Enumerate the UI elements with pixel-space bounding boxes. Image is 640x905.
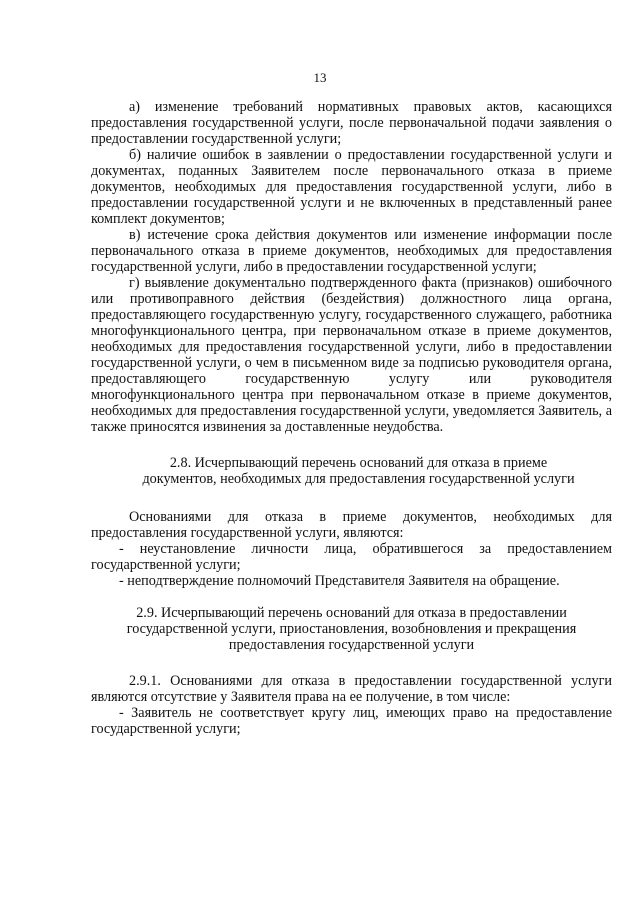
document-body bbox=[91, 99, 612, 737]
section-2-9-1-item-1: - Заявитель не соответствует кругу лиц, имеющих право на предоставление государственной услуги; bbox=[91, 705, 612, 737]
paragraph-a: а) изменение требований нормативных правовых актов, касающихся предоставления государственной услуги, после первоначальной подачи заявления о предоставлении государственной услуги; bbox=[91, 99, 612, 147]
section-2-9-heading-line-2: государственной услуги, приостановления, возобновления и прекращения bbox=[126, 621, 577, 637]
section-2-8-intro: Основаниями для отказа в приеме документов, необходимых для предоставления государственной услуги, являются: bbox=[91, 509, 612, 541]
section-2-9-heading-line-3: предоставления государственной услуги bbox=[228, 637, 475, 653]
paragraph-b: б) наличие ошибок в заявлении о предоставлении государственной услуги и документах, поданных Заявителем после первоначального отказа в приеме документов, необходимых для предоставления государственной услуги, либо в предоставлении государственной услуги и не включенных в представленный ранее комплект документов; bbox=[91, 147, 612, 227]
paragraph-c: в) истечение срока действия документов или изменение информации после первоначального отказа в приеме документов, необходимых для предоставления государственной услуги, либо в предоставлении государственной услуги; bbox=[91, 227, 612, 275]
section-2-9-heading bbox=[91, 605, 612, 653]
section-2-9-heading-line-1: 2.9. Исчерпывающий перечень оснований для отказа в предоставлении bbox=[136, 605, 567, 621]
section-2-8-heading-line-1: 2.8. Исчерпывающий перечень оснований для отказа в приеме bbox=[169, 455, 548, 471]
section-2-8-item-2: - неподтверждение полномочий Представителя Заявителя на обращение. bbox=[119, 573, 560, 589]
page-number: 13 bbox=[313, 70, 327, 85]
section-2-8-item-1: - неустановление личности лица, обратившегося за предоставлением государственной услуги; bbox=[91, 541, 612, 573]
paragraph-d: г) выявление документально подтвержденного факта (признаков) ошибочного или противоправного действия (бездействия) должностного лица органа, предоставляющего государственную услугу, государственного служащего, работника многофункционального центра, при первоначальном отказе в приеме документов, необходимых для предоставления государственной услуги, либо в предоставлении государственной услуги, о чем в письменном виде за подписью руководителя органа, предоставляющего государственную услугу или руководителя многофункционального центра при первоначальном отказе в приеме документов, необходимых для предоставления государственной услуги, уведомляется Заявитель, а также приносятся извинения за доставленные неудобства. bbox=[91, 275, 612, 435]
section-2-9-1-paragraph: 2.9.1. Основаниями для отказа в предоставлении государственной услуги являются отсутствие у Заявителя права на ее получение, в том числе: bbox=[91, 673, 612, 705]
section-2-8-heading-line-2: документов, необходимых для предоставления государственной услуги bbox=[142, 471, 575, 487]
section-2-8-heading bbox=[91, 455, 612, 487]
